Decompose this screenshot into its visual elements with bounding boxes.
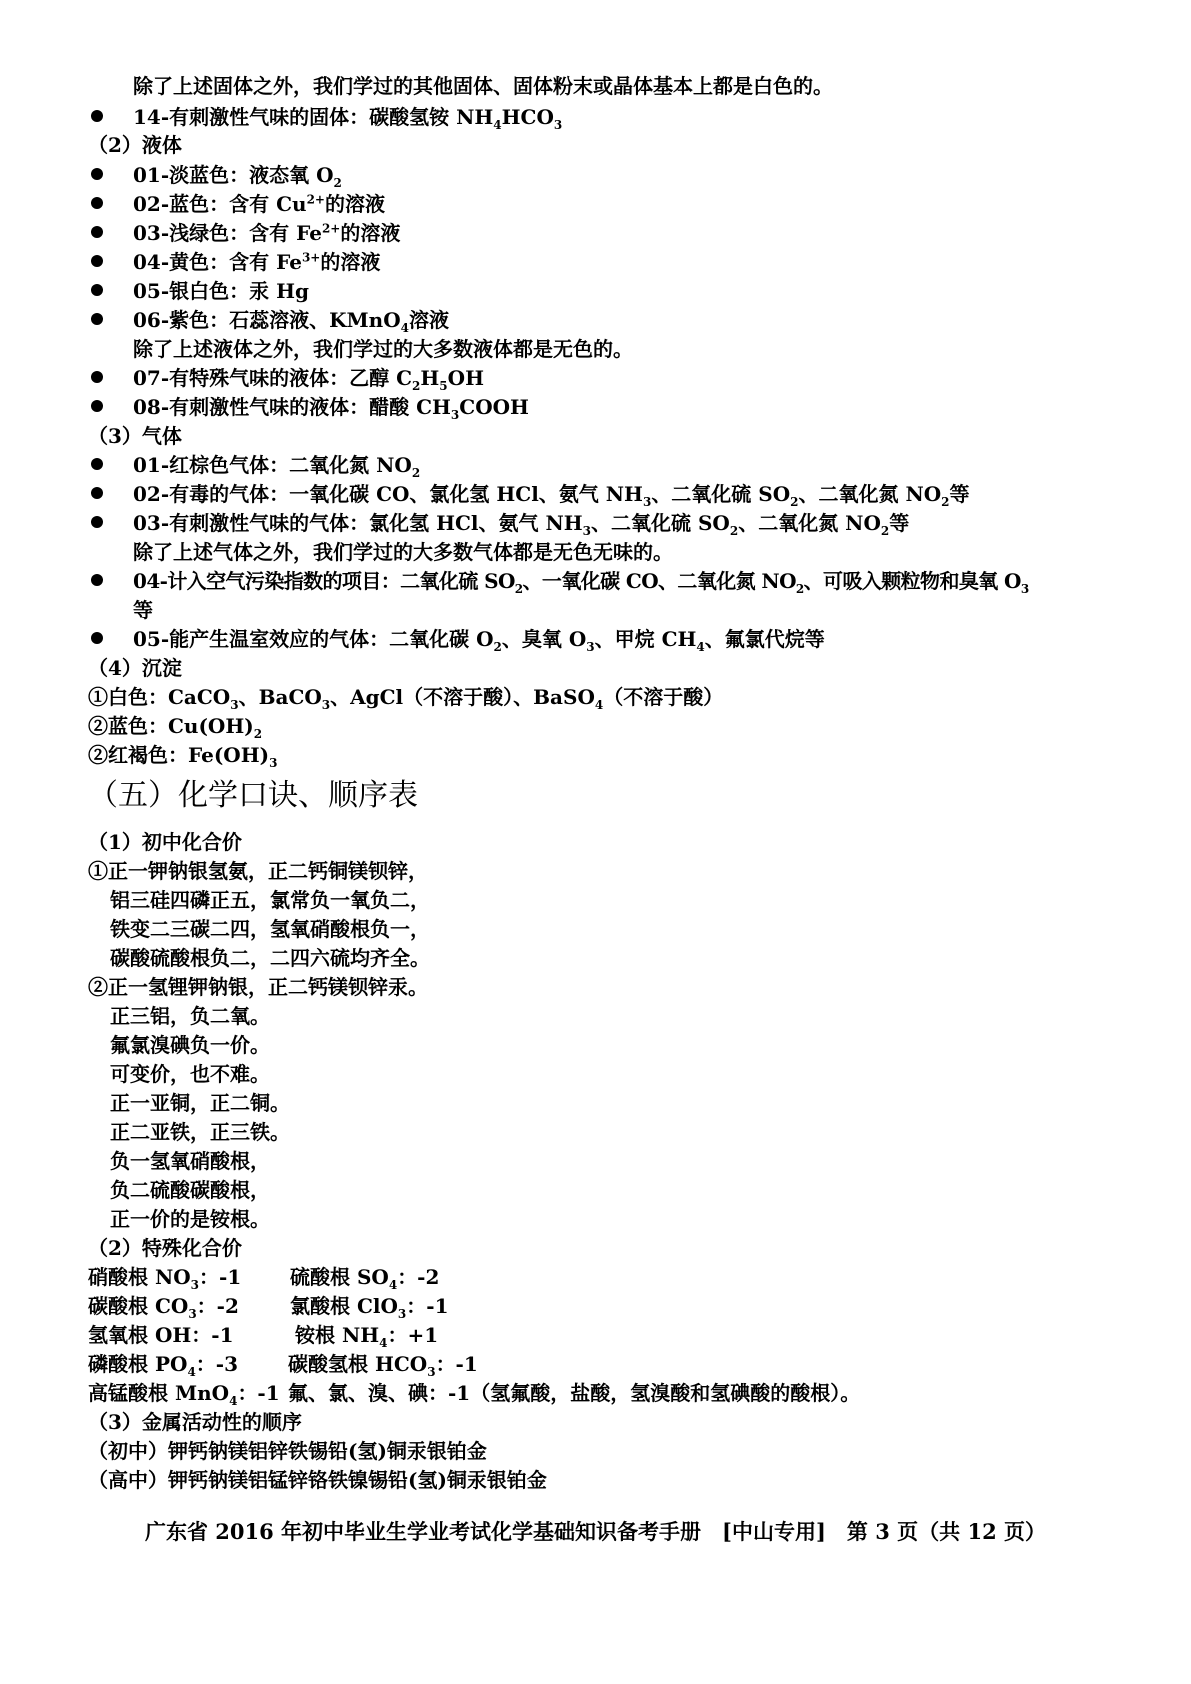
rhyme-line: 正一亚铜，正二铜。 xyxy=(110,1091,290,1115)
list-item: 06-紫色：石蕊溶液、KMnO$_4$溶液 xyxy=(88,304,1088,336)
bullet-icon xyxy=(91,255,103,267)
bullet-icon xyxy=(91,110,103,122)
rhyme-line: 碳酸硫酸根负二，二四六硫均齐全。 xyxy=(110,946,430,970)
list-item: 05-银白色：汞 Hg xyxy=(88,275,1088,307)
rhyme-line: 正二亚铁，正三铁。 xyxy=(110,1120,290,1144)
list-item: 14-有刺激性气味的固体：碳酸氢铵 $NH_4HCO_3$ xyxy=(88,101,1088,133)
section-heading: （4）沉淀 xyxy=(88,656,182,680)
section-heading: （3）气体 xyxy=(88,424,182,448)
rhyme-line: ①正一钾钠银氢氨，正二钙铜镁钡锌， xyxy=(88,859,428,883)
section-heading: （1）初中化合价 xyxy=(88,830,242,854)
bullet-icon xyxy=(91,371,103,383)
rhyme-line: 铝三硅四磷正五，氯常负一氧负二， xyxy=(110,888,430,912)
metal-series-senior: （高中）钾钙钠镁铝锰锌铬铁镍锡铅(氢)铜汞银铂金 xyxy=(88,1468,547,1492)
valence-row: 碳酸根 $CO_3$：-2 氯酸根 ClO$_3$：-1 xyxy=(88,1294,449,1321)
gas-note: 除了上述气体之外，我们学过的大多数气体都是无色无味的。 xyxy=(133,540,673,564)
bullet-icon xyxy=(91,632,103,644)
precipitate-blue: ②蓝色：$Cu(OH)_2$ xyxy=(88,714,263,741)
bullet-icon xyxy=(91,574,103,586)
precipitate-white: ①白色：CaCO$_3$、BaCO$_3$、AgCl（不溶于酸）、BaSO$_4$（不溶于酸） xyxy=(88,685,724,712)
bullet-icon xyxy=(91,197,103,209)
bullet-icon xyxy=(91,313,103,325)
page-footer: 广东省 2016 年初中毕业生学业考试化学基础知识备考手册 [中山专用] 第 3 页（共 12 页） xyxy=(144,1519,1047,1544)
bullet-icon xyxy=(91,226,103,238)
solid-note: 除了上述固体之外，我们学过的其他固体、固体粉末或晶体基本上都是白色的。 xyxy=(133,74,833,98)
section-title: （五）化学口诀、顺序表 xyxy=(88,778,418,813)
list-item: 02-蓝色：含有 $Cu^{2+}$的溶液 xyxy=(88,188,1088,220)
section-heading: （2）液体 xyxy=(88,133,182,157)
list-item: 02-有毒的气体：一氧化碳 CO、氯化氢 HCl、氨气 $NH_3$、二氧化硫 $SO_2$、二氧化氮 $NO_2$等 xyxy=(88,478,1088,510)
precipitate-red-brown: ②红褐色：$Fe(OH)_3$ xyxy=(88,743,278,770)
section-heading: （3）金属活动性的顺序 xyxy=(88,1410,302,1434)
bullet-icon xyxy=(91,458,103,470)
list-item: 04-黄色：含有 $Fe^{3+}$的溶液 xyxy=(88,246,1088,278)
section-heading: （2）特殊化合价 xyxy=(88,1236,242,1260)
list-item: 03-有刺激性气味的气体：氯化氢 HCl、氨气 $NH_3$、二氧化硫 $SO_2$、二氧化氮 $NO_2$等 xyxy=(88,507,1088,539)
valence-row: 磷酸根 $PO_4$：-3 碳酸氢根 $HCO_3$：-1 xyxy=(88,1352,478,1379)
bullet-icon xyxy=(91,284,103,296)
list-item: 01-淡蓝色：液态氧 $O_2$ xyxy=(88,159,1088,191)
valence-row: 硝酸根 $NO_3$：-1 硫酸根 $SO_4$：-2 xyxy=(88,1265,440,1292)
rhyme-line: 正三铝，负二氧。 xyxy=(110,1004,270,1028)
list-item: 08-有刺激性气味的液体：醋酸 $CH_3COOH$ xyxy=(88,391,1088,423)
bullet-icon xyxy=(91,168,103,180)
rhyme-line: 铁变二三碳二四，氢氧硝酸根负一， xyxy=(110,917,430,941)
list-item: 05-能产生温室效应的气体：二氧化碳 $O_2$、臭氧 $O_3$、甲烷 $CH_4$、氟氯代烷等 xyxy=(88,623,1088,655)
list-item-continuation: 等 xyxy=(133,598,153,622)
rhyme-line: 负一氢氧硝酸根， xyxy=(110,1149,270,1173)
metal-series-junior: （初中）钾钙钠镁铝锌铁锡铅(氢)铜汞银铂金 xyxy=(88,1439,487,1463)
bullet-icon xyxy=(91,400,103,412)
list-item: 07-有特殊气味的液体：乙醇 $C_2H_5OH$ xyxy=(88,362,1088,394)
bullet-icon xyxy=(91,487,103,499)
valence-row: 氢氧根 OH：-1 铵根 $NH_4$：+1 xyxy=(88,1323,439,1350)
list-item: 03-浅绿色：含有 $Fe^{2+}$的溶液 xyxy=(88,217,1088,249)
bullet-icon xyxy=(91,516,103,528)
list-item: 04-计入空气污染指数的项目：二氧化硫 $SO_2$、一氧化碳 CO、二氧化氮 $NO_2$、可吸入颗粒物和臭氧 $O_3$ xyxy=(88,565,1088,597)
rhyme-line: ②正一氢锂钾钠银，正二钙镁钡锌汞。 xyxy=(88,975,428,999)
liquid-note: 除了上述液体之外，我们学过的大多数液体都是无色的。 xyxy=(133,337,633,361)
rhyme-line: 可变价，也不难。 xyxy=(110,1062,270,1086)
valence-row: 高锰酸根 MnO$_4$：-1 氟、氯、溴、碘：-1（氢氟酸，盐酸，氢溴酸和氢碘酸的酸根）。 xyxy=(88,1381,861,1408)
rhyme-line: 负二硫酸碳酸根， xyxy=(110,1178,270,1202)
list-item: 01-红棕色气体：二氧化氮 $NO_2$ xyxy=(88,449,1088,481)
rhyme-line: 氟氯溴碘负一价。 xyxy=(110,1033,270,1057)
rhyme-line: 正一价的是铵根。 xyxy=(110,1207,270,1231)
